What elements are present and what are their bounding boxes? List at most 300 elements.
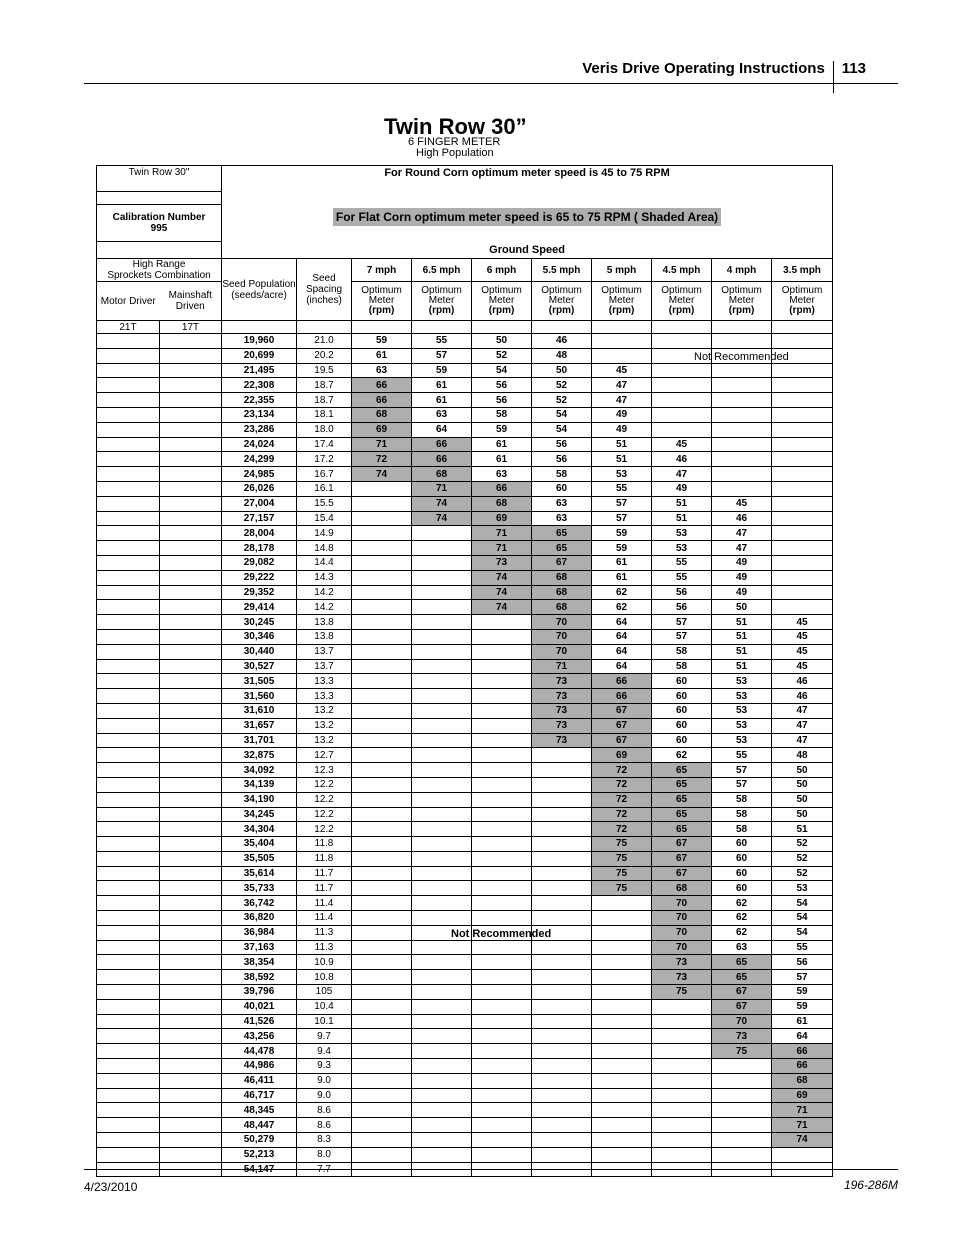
seed-spacing-cell: 12.2 [297, 792, 352, 807]
seed-population-cell: 35,404 [222, 837, 297, 852]
meter-rpm-cell: 54 [472, 363, 532, 378]
meter-rpm-cell [772, 600, 833, 615]
meter-rpm-cell: 54 [772, 911, 833, 926]
meter-rpm-cell [412, 1133, 472, 1148]
table-row [97, 1014, 833, 1029]
meter-rpm-cell [472, 718, 532, 733]
seed-population-cell: 48,345 [222, 1103, 297, 1118]
meter-rpm-cell: 58 [532, 467, 592, 482]
meter-rpm-cell: 65 [532, 526, 592, 541]
meter-rpm-cell [412, 674, 472, 689]
meter-rpm-cell: 53 [592, 467, 652, 482]
meter-rpm-cell: 66 [412, 437, 472, 452]
meter-rpm-cell: 56 [652, 585, 712, 600]
calibration-number: 995 [150, 223, 168, 234]
meter-rpm-cell [352, 1118, 412, 1133]
seed-spacing-cell: 17.2 [297, 452, 352, 467]
seed-population-cell: 46,717 [222, 1088, 297, 1103]
seed-spacing-cell: 18.0 [297, 422, 352, 437]
meter-rpm-cell [652, 363, 712, 378]
meter-rpm-cell [412, 748, 472, 763]
meter-rpm-cell [772, 496, 833, 511]
optimum-meter-header [532, 282, 592, 321]
meter-rpm-cell [472, 748, 532, 763]
meter-rpm-cell [772, 363, 833, 378]
speed-header: 3.5 mph [772, 259, 833, 282]
seed-population-cell: 29,352 [222, 585, 297, 600]
seed-spacing-cell: 12.2 [297, 777, 352, 792]
meter-rpm-cell: 71 [532, 659, 592, 674]
meter-rpm-cell [472, 1044, 532, 1059]
meter-rpm-cell: 47 [772, 718, 833, 733]
meter-rpm-cell: 45 [772, 615, 833, 630]
meter-rpm-cell: 53 [712, 703, 772, 718]
speed-header: 6 mph [472, 259, 532, 282]
meter-rpm-cell: 63 [532, 511, 592, 526]
meter-rpm-cell: 73 [472, 555, 532, 570]
motor-driver-value: 21T [97, 321, 160, 334]
seed-spacing-cell: 14.2 [297, 600, 352, 615]
seed-population-cell: 31,505 [222, 674, 297, 689]
seed-spacing-cell: 12.3 [297, 763, 352, 778]
meter-rpm-cell: 45 [652, 437, 712, 452]
meter-rpm-cell: 66 [352, 378, 412, 393]
meter-rpm-cell [352, 851, 412, 866]
seed-population-cell: 22,355 [222, 393, 297, 408]
meter-rpm-cell [652, 1133, 712, 1148]
meter-label: (rpm) [728, 305, 755, 316]
meter-rpm-cell [472, 851, 532, 866]
seed-population-cell: 28,178 [222, 541, 297, 556]
meter-rpm-cell: 53 [712, 689, 772, 704]
meter-rpm-cell [532, 777, 592, 792]
meter-rpm-cell: 47 [712, 541, 772, 556]
table-row [97, 777, 833, 792]
meter-rpm-cell: 75 [592, 837, 652, 852]
meter-rpm-cell: 65 [652, 807, 712, 822]
meter-rpm-cell: 58 [472, 407, 532, 422]
meter-rpm-cell: 74 [412, 511, 472, 526]
meter-rpm-cell [772, 570, 833, 585]
meter-rpm-cell: 73 [532, 689, 592, 704]
meter-rpm-cell [532, 940, 592, 955]
meter-rpm-cell [652, 378, 712, 393]
meter-rpm-cell [772, 437, 833, 452]
meter-rpm-cell: 68 [412, 467, 472, 482]
meter-rpm-cell [412, 1044, 472, 1059]
meter-rpm-cell [472, 674, 532, 689]
calibration-label: Calibration Number [112, 212, 206, 223]
meter-rpm-cell [352, 925, 412, 940]
seed-spacing-cell: 11.7 [297, 866, 352, 881]
mainshaft-driven-header: Mainshaft Driven [160, 282, 222, 321]
meter-rpm-cell [352, 970, 412, 985]
meter-rpm-cell [472, 1014, 532, 1029]
seed-spacing-cell: 14.9 [297, 526, 352, 541]
meter-rpm-cell: 70 [532, 644, 592, 659]
meter-rpm-cell: 65 [712, 955, 772, 970]
meter-label: Meter [668, 295, 695, 306]
meter-rpm-cell [412, 733, 472, 748]
meter-rpm-cell: 73 [652, 970, 712, 985]
meter-rpm-cell [652, 1103, 712, 1118]
meter-rpm-cell [472, 985, 532, 1000]
meter-rpm-cell: 61 [772, 1014, 833, 1029]
meter-rpm-cell [712, 1059, 772, 1074]
meter-rpm-cell [592, 1059, 652, 1074]
meter-rpm-cell: 57 [652, 629, 712, 644]
meter-rpm-cell [352, 1044, 412, 1059]
table-row [97, 955, 833, 970]
meter-rpm-cell [412, 999, 472, 1014]
seed-population-cell: 43,256 [222, 1029, 297, 1044]
meter-rpm-cell [532, 1073, 592, 1088]
speed-header: 4.5 mph [652, 259, 712, 282]
meter-rpm-cell [412, 866, 472, 881]
meter-rpm-cell [412, 763, 472, 778]
meter-rpm-cell: 60 [712, 851, 772, 866]
meter-rpm-cell [592, 334, 652, 349]
meter-rpm-cell: 59 [592, 541, 652, 556]
meter-rpm-cell: 69 [472, 511, 532, 526]
seed-population-cell: 34,092 [222, 763, 297, 778]
meter-rpm-cell: 46 [712, 511, 772, 526]
table-body [97, 334, 833, 1177]
meter-label: Meter [789, 295, 815, 306]
meter-rpm-cell: 74 [772, 1133, 833, 1148]
seed-population-cell: 34,245 [222, 807, 297, 822]
meter-rpm-cell [652, 1029, 712, 1044]
meter-rpm-cell [652, 334, 712, 349]
meter-rpm-cell [712, 334, 772, 349]
meter-rpm-cell: 53 [712, 674, 772, 689]
meter-rpm-cell: 61 [472, 452, 532, 467]
seed-population-cell: 23,286 [222, 422, 297, 437]
meter-rpm-cell: 57 [592, 511, 652, 526]
meter-rpm-cell: 60 [652, 718, 712, 733]
seed-population-cell: 30,440 [222, 644, 297, 659]
flat-corn-note: For Flat Corn optimum meter speed is 65 to 75 RPM ( Shaded Area) [333, 208, 721, 226]
meter-rpm-cell [532, 1133, 592, 1148]
meter-rpm-cell: 67 [592, 733, 652, 748]
meter-rpm-cell [412, 1029, 472, 1044]
meter-rpm-cell: 72 [592, 763, 652, 778]
meter-rpm-cell: 56 [472, 393, 532, 408]
meter-rpm-cell [412, 1147, 472, 1162]
meter-label: Meter [608, 295, 635, 306]
meter-rpm-cell: 51 [652, 496, 712, 511]
meter-rpm-cell [532, 837, 592, 852]
meter-rpm-cell [772, 422, 833, 437]
table-row [97, 570, 833, 585]
meter-rpm-cell [352, 792, 412, 807]
meter-rpm-cell: 65 [652, 822, 712, 837]
seed-spacing-cell: 9.7 [297, 1029, 352, 1044]
table-row [97, 378, 833, 393]
meter-rpm-cell [472, 955, 532, 970]
meter-rpm-cell [772, 511, 833, 526]
meter-rpm-cell: 47 [592, 393, 652, 408]
seed-spacing-cell: 13.2 [297, 718, 352, 733]
seed-spacing-cell: 18.1 [297, 407, 352, 422]
meter-rpm-cell: 55 [652, 570, 712, 585]
meter-rpm-cell [712, 1147, 772, 1162]
meter-rpm-cell [472, 629, 532, 644]
meter-rpm-cell: 71 [472, 526, 532, 541]
seed-spacing-cell: 9.0 [297, 1088, 352, 1103]
mainshaft-driven-value: 17T [160, 321, 222, 334]
meter-rpm-cell [352, 659, 412, 674]
meter-rpm-cell [412, 985, 472, 1000]
flat-corn-cell [222, 192, 833, 242]
seed-spacing-cell: 13.3 [297, 674, 352, 689]
table-row [97, 999, 833, 1014]
meter-rpm-cell: 55 [772, 940, 833, 955]
meter-rpm-cell [412, 822, 472, 837]
meter-rpm-cell [532, 985, 592, 1000]
meter-rpm-cell [472, 1118, 532, 1133]
meter-rpm-cell [592, 1118, 652, 1133]
meter-rpm-cell: 73 [532, 703, 592, 718]
meter-rpm-cell [712, 407, 772, 422]
seed-population-cell: 44,478 [222, 1044, 297, 1059]
seed-spacing-cell: 19.5 [297, 363, 352, 378]
meter-rpm-cell: 70 [532, 629, 592, 644]
meter-rpm-cell: 65 [652, 777, 712, 792]
meter-label: (rpm) [668, 305, 695, 316]
meter-rpm-cell [472, 792, 532, 807]
meter-rpm-cell: 73 [712, 1029, 772, 1044]
meter-rpm-cell [532, 822, 592, 837]
meter-rpm-cell: 70 [652, 940, 712, 955]
meter-rpm-cell: 62 [712, 911, 772, 926]
table-row [97, 881, 833, 896]
meter-rpm-cell: 51 [712, 644, 772, 659]
meter-rpm-cell [352, 718, 412, 733]
meter-rpm-cell [652, 1118, 712, 1133]
meter-rpm-cell: 73 [532, 733, 592, 748]
page-number: 113 [841, 59, 866, 77]
ground-speed-label: Ground Speed [222, 242, 833, 259]
meter-rpm-cell [772, 555, 833, 570]
motor-driver-header: Motor Driver [97, 282, 160, 321]
speed-header: 6.5 mph [412, 259, 472, 282]
meter-rpm-cell: 46 [532, 334, 592, 349]
seed-population-cell: 52,213 [222, 1147, 297, 1162]
meter-rpm-cell: 46 [772, 674, 833, 689]
meter-rpm-cell: 51 [772, 822, 833, 837]
meter-rpm-cell [352, 748, 412, 763]
meter-rpm-cell [412, 644, 472, 659]
meter-rpm-cell: 64 [592, 659, 652, 674]
meter-label: Optimum [721, 285, 762, 296]
meter-rpm-cell [352, 896, 412, 911]
meter-rpm-cell: 52 [772, 851, 833, 866]
meter-rpm-cell [472, 940, 532, 955]
config-label: Twin Row 30" [97, 166, 222, 180]
meter-rpm-cell [712, 467, 772, 482]
meter-rpm-cell: 56 [772, 955, 833, 970]
seed-population-cell: 24,299 [222, 452, 297, 467]
meter-rpm-cell: 53 [712, 733, 772, 748]
meter-rpm-cell: 61 [592, 555, 652, 570]
seed-population-cell: 46,411 [222, 1073, 297, 1088]
meter-rpm-cell [352, 481, 412, 496]
meter-rpm-cell [712, 422, 772, 437]
meter-rpm-cell: 60 [712, 866, 772, 881]
meter-rpm-cell: 57 [712, 763, 772, 778]
meter-rpm-cell [472, 1133, 532, 1148]
meter-rpm-cell: 71 [772, 1103, 833, 1118]
meter-rpm-cell [352, 777, 412, 792]
meter-rpm-cell [532, 999, 592, 1014]
meter-rpm-cell [352, 985, 412, 1000]
optimum-meter-header [712, 282, 772, 321]
meter-rpm-cell: 55 [592, 481, 652, 496]
seed-spacing-cell: 12.7 [297, 748, 352, 763]
seed-spacing-cell: 8.0 [297, 1147, 352, 1162]
seed-population-cell: 30,346 [222, 629, 297, 644]
meter-rpm-cell: 49 [712, 555, 772, 570]
meter-rpm-cell [472, 822, 532, 837]
meter-rpm-cell [352, 496, 412, 511]
meter-rpm-cell: 52 [772, 837, 833, 852]
meter-rpm-cell [652, 1044, 712, 1059]
seed-spacing-cell: 13.8 [297, 629, 352, 644]
seed-population-cell: 27,157 [222, 511, 297, 526]
meter-rpm-cell: 56 [532, 437, 592, 452]
meter-label: Optimum [541, 285, 582, 296]
meter-rpm-cell: 67 [592, 718, 652, 733]
meter-label: Optimum [781, 285, 823, 296]
seed-spacing-cell: 11.8 [297, 837, 352, 852]
meter-rpm-cell [652, 422, 712, 437]
meter-rpm-cell: 58 [712, 807, 772, 822]
meter-rpm-cell [352, 999, 412, 1014]
seed-population-cell: 31,610 [222, 703, 297, 718]
seed-spacing-cell: 11.8 [297, 851, 352, 866]
meter-rpm-cell [712, 452, 772, 467]
meter-rpm-cell [412, 629, 472, 644]
meter-rpm-cell: 59 [772, 999, 833, 1014]
meter-rpm-cell: 73 [532, 718, 592, 733]
page-subtitle-meter: 6 FINGER METER [408, 136, 501, 148]
meter-label: Meter [488, 295, 515, 306]
meter-rpm-cell: 52 [532, 393, 592, 408]
meter-rpm-cell [592, 1103, 652, 1118]
seed-population-cell: 34,190 [222, 792, 297, 807]
meter-rpm-cell [352, 911, 412, 926]
meter-rpm-cell: 63 [532, 496, 592, 511]
meter-rpm-cell [352, 1014, 412, 1029]
meter-rpm-cell: 59 [772, 985, 833, 1000]
meter-rpm-cell [472, 837, 532, 852]
seed-spacing-cell: 9.0 [297, 1073, 352, 1088]
meter-rpm-cell: 46 [772, 689, 833, 704]
meter-rpm-cell [592, 955, 652, 970]
meter-rpm-cell: 71 [412, 481, 472, 496]
meter-rpm-cell: 47 [712, 526, 772, 541]
meter-rpm-cell: 66 [772, 1059, 833, 1074]
seed-population-cell: 31,701 [222, 733, 297, 748]
speed-header: 5.5 mph [532, 259, 592, 282]
meter-rpm-cell: 74 [412, 496, 472, 511]
running-header [582, 52, 866, 84]
seed-population-cell: 36,820 [222, 911, 297, 926]
meter-rpm-cell [772, 334, 833, 349]
meter-rpm-cell [352, 1133, 412, 1148]
meter-rpm-cell: 68 [532, 570, 592, 585]
table-row [97, 851, 833, 866]
meter-rpm-cell: 57 [412, 348, 472, 363]
meter-rpm-cell: 71 [472, 541, 532, 556]
meter-rpm-cell: 71 [352, 437, 412, 452]
optimum-meter-header [412, 282, 472, 321]
seed-population-cell: 40,021 [222, 999, 297, 1014]
optimum-meter-header [652, 282, 712, 321]
table-row [97, 1073, 833, 1088]
meter-rpm-cell [412, 526, 472, 541]
meter-rpm-cell [472, 733, 532, 748]
meter-rpm-cell [592, 970, 652, 985]
table-row [97, 467, 833, 482]
seed-spacing-cell: 14.8 [297, 541, 352, 556]
meter-rpm-cell: 58 [712, 822, 772, 837]
footer-rule [84, 1169, 898, 1170]
seed-population-cell: 41,526 [222, 1014, 297, 1029]
meter-rpm-cell: 54 [532, 422, 592, 437]
meter-rpm-cell: 60 [652, 674, 712, 689]
meter-rpm-cell [352, 674, 412, 689]
seed-spacing-cell: 8.6 [297, 1103, 352, 1118]
seed-population-cell: 31,560 [222, 689, 297, 704]
meter-rpm-cell [412, 570, 472, 585]
meter-rpm-cell: 57 [772, 970, 833, 985]
meter-rpm-cell [592, 1133, 652, 1148]
seed-spacing-cell: 10.4 [297, 999, 352, 1014]
meter-rpm-cell: 62 [712, 896, 772, 911]
meter-rpm-cell [652, 407, 712, 422]
meter-rpm-cell: 57 [592, 496, 652, 511]
seed-population-cell: 29,222 [222, 570, 297, 585]
meter-rpm-cell: 56 [532, 452, 592, 467]
meter-rpm-cell [532, 866, 592, 881]
meter-rpm-cell [352, 511, 412, 526]
table-row [97, 837, 833, 852]
seed-population-cell: 35,505 [222, 851, 297, 866]
meter-rpm-cell [592, 999, 652, 1014]
meter-rpm-cell: 64 [592, 644, 652, 659]
meter-rpm-cell [352, 555, 412, 570]
meter-rpm-cell [412, 1088, 472, 1103]
seed-spacing-cell: 14.4 [297, 555, 352, 570]
seed-population-cell: 27,004 [222, 496, 297, 511]
meter-rpm-cell [592, 1044, 652, 1059]
seed-population-cell: 24,985 [222, 467, 297, 482]
meter-rpm-cell [412, 1118, 472, 1133]
table-row [97, 1103, 833, 1118]
meter-rpm-cell [532, 955, 592, 970]
table-row [97, 940, 833, 955]
meter-label: Meter [428, 295, 455, 306]
meter-rpm-cell: 70 [652, 911, 712, 926]
meter-label: (rpm) [488, 305, 515, 316]
seed-spacing-cell: 21.0 [297, 334, 352, 349]
seed-population-cell: 48,447 [222, 1118, 297, 1133]
meter-rpm-cell: 54 [772, 925, 833, 940]
table-row [97, 674, 833, 689]
table-row [97, 748, 833, 763]
